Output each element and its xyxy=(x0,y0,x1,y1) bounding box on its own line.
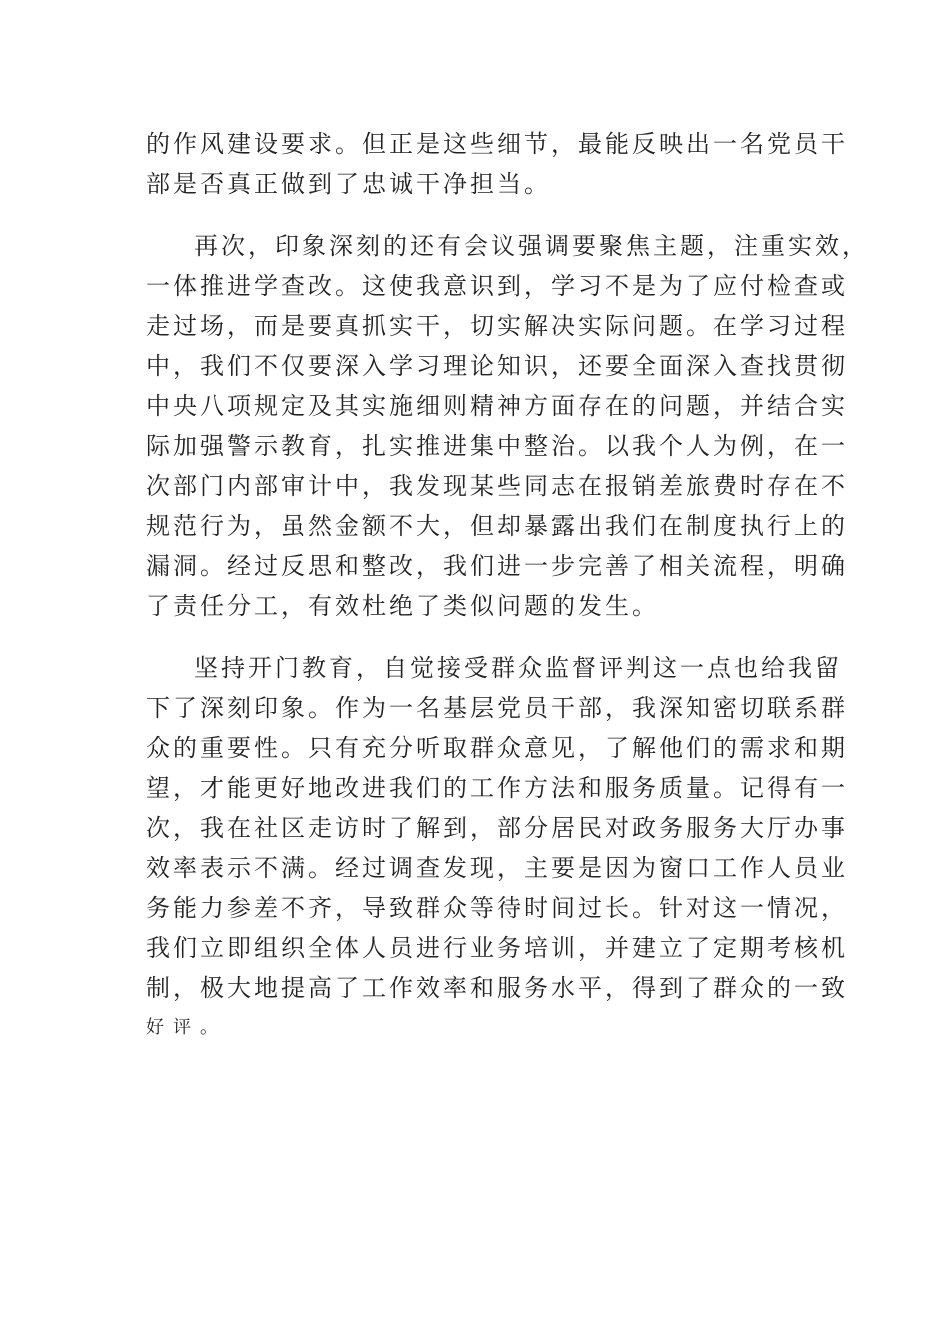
text-line: 中，我们不仅要深入学习理论知识，还要全面深入查找贯彻 xyxy=(146,352,848,380)
text-line: 效率表示不满。经过调查发现，主要是因为窗口工作人员业 xyxy=(146,854,848,882)
text-line: 的作风建设要求。但正是这些细节，最能反映出一名党员干 xyxy=(146,130,848,158)
text-line: 漏洞。经过反思和整改，我们进一步完善了相关流程，明确 xyxy=(146,552,848,580)
text-line: 众的重要性。只有充分听取群众意见，了解他们的需求和期 xyxy=(146,734,848,762)
text-line: 部是否真正做到了忠诚干净担当。 xyxy=(146,170,551,198)
text-line: 次，我在社区走访时了解到，部分居民对政务服务大厅办事 xyxy=(146,814,848,842)
text-line: 一体推进学查改。这使我意识到，学习不是为了应付检查或 xyxy=(146,272,848,300)
paragraph-3 xyxy=(146,648,848,1048)
text-line: 了责任分工，有效杜绝了类似问题的发生。 xyxy=(146,592,659,620)
text-line: 务能力参差不齐，导致群众等待时间过长。针对这一情况， xyxy=(146,894,848,922)
text-line: 坚持开门教育，自觉接受群众监督评判这一点也给我留 xyxy=(194,654,842,682)
text-line: 好评。 xyxy=(146,1017,227,1038)
text-line: 下了深刻印象。作为一名基层党员干部，我深知密切联系群 xyxy=(146,694,848,722)
paragraph-1 xyxy=(146,124,848,204)
text-line: 规范行为，虽然金额不大，但却暴露出我们在制度执行上的 xyxy=(146,512,848,540)
text-line: 制，极大地提高了工作效率和服务水平，得到了群众的一致 xyxy=(146,974,848,1002)
text-line: 走过场，而是要真抓实干，切实解决实际问题。在学习过程 xyxy=(146,312,848,340)
document-body xyxy=(146,124,869,1048)
text-line: 再次，印象深刻的还有会议强调要聚焦主题，注重实效， xyxy=(194,232,869,260)
text-line: 我们立即组织全体人员进行业务培训，并建立了定期考核机 xyxy=(146,934,848,962)
text-line: 际加强警示教育，扎实推进集中整治。以我个人为例，在一 xyxy=(146,432,848,460)
paragraph-gap xyxy=(146,626,810,648)
text-line: 次部门内部审计中，我发现某些同志在报销差旅费时存在不 xyxy=(146,472,848,500)
text-line: 望，才能更好地改进我们的工作方法和服务质量。记得有一 xyxy=(146,774,848,802)
paragraph-2 xyxy=(146,226,869,626)
paragraph-gap xyxy=(146,204,810,226)
text-line: 中央八项规定及其实施细则精神方面存在的问题，并结合实 xyxy=(146,392,848,420)
